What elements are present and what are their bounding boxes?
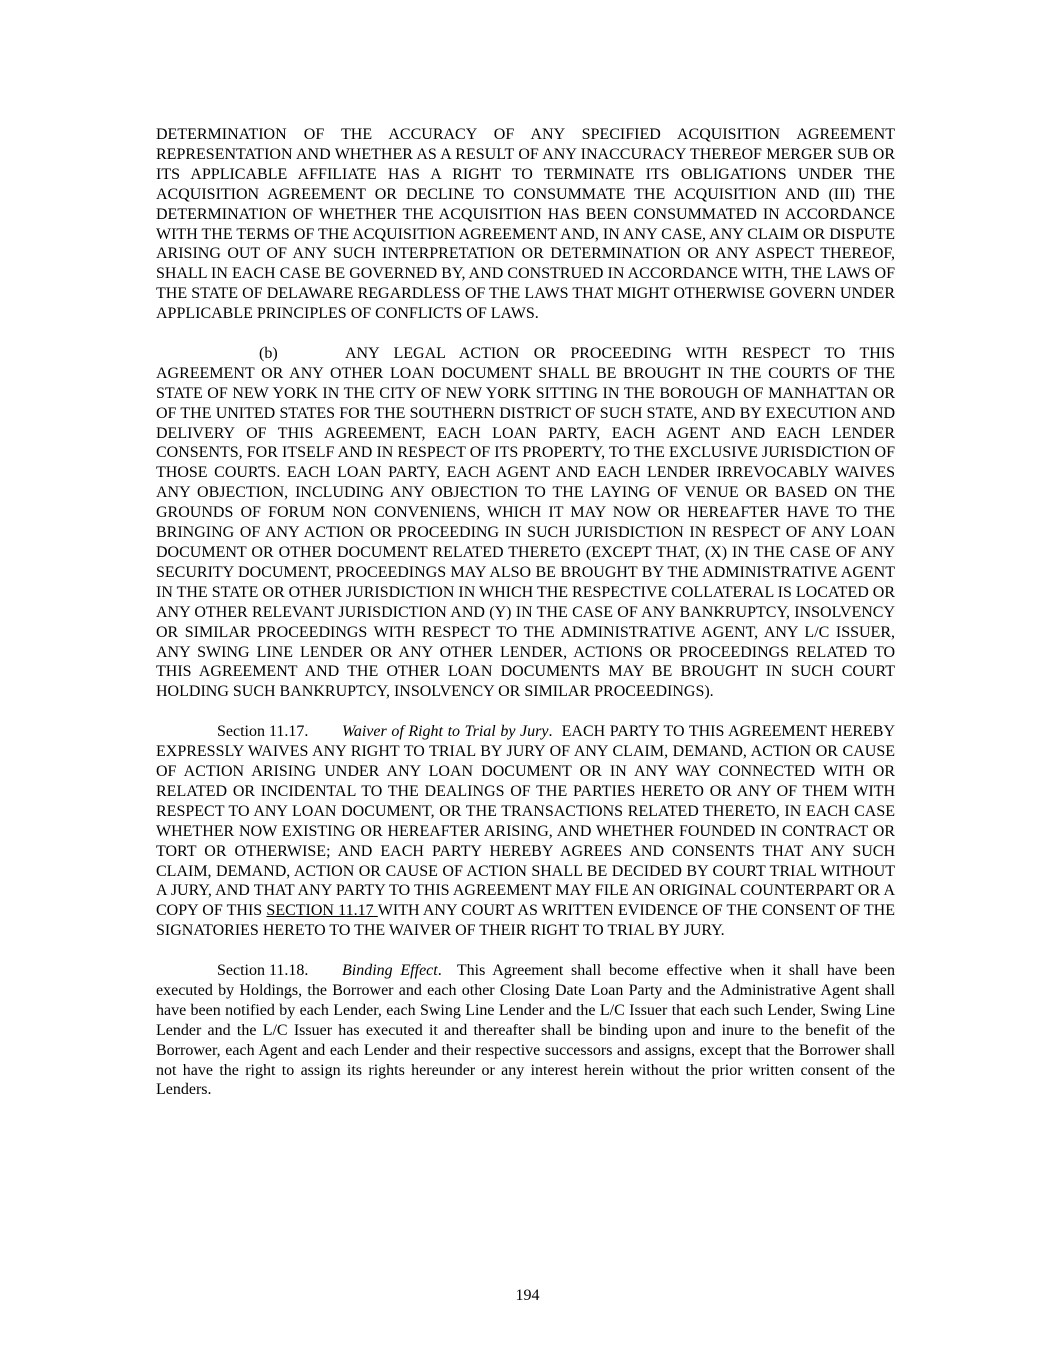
section-11-17-paragraph [156,722,895,941]
subsection-b-paragraph [156,344,895,702]
subsection-b-text: ANY LEGAL ACTION OR PROCEEDING WITH RESPECT TO THIS AGREEMENT OR ANY OTHER LOAN DOCUMENT SHALL BE BROUGHT IN THE COURTS OF THE STATE OF NEW YORK IN THE CITY OF NEW YORK SITTING IN THE BOROUGH OF MANHATTAN OR OF THE UNITED STATES FOR THE SOUTHERN DISTRICT OF SUCH STATE, AND BY EXECUTION AND DELIVERY OF THIS AGREEMENT, EACH LOAN PARTY, EACH AGENT AND EACH LENDER CONSENTS, FOR ITSELF AND IN RESPECT OF ITS PROPERTY, TO THE EXCLUSIVE JURISDICTION OF THOSE COURTS. EACH LOAN PARTY, EACH AGENT AND EACH LENDER IRREVOCABLY WAIVES ANY OBJECTION, INCLUDING ANY OBJECTION TO THE LAYING OF VENUE OR BASED ON THE GROUNDS OF FORUM NON CONVENIENS, WHICH IT MAY NOW OR HEREAFTER HAVE TO THE BRINGING OF ANY ACTION OR PROCEEDING IN SUCH JURISDICTION IN RESPECT OF ANY LOAN DOCUMENT OR OTHER DOCUMENT RELATED THERETO (EXCEPT THAT, (X) IN THE CASE OF ANY SECURITY DOCUMENT, PROCEEDINGS MAY ALSO BE BROUGHT BY THE ADMINISTRATIVE AGENT IN THE STATE OR OTHER JURISDICTION IN WHICH THE RESPECTIVE COLLATERAL IS LOCATED OR ANY OTHER RELEVANT JURISDICTION AND (Y) IN THE CASE OF ANY BANKRUPTCY, INSOLVENCY OR SIMILAR PROCEEDINGS WITH RESPECT TO THE ADMINISTRATIVE AGENT, ANY L/C ISSUER, ANY SWING LINE LENDER OR ANY OTHER LENDER, ACTIONS OR PROCEEDINGS RELATED TO THIS AGREEMENT AND THE OTHER LOAN DOCUMENTS MAY BE BROUGHT IN SUCH COURT HOLDING SUCH BANKRUPTCY, INSOLVENCY OR SIMILAR PROCEEDINGS). [156,344,895,701]
section-11-17-title-punct: . [548,723,553,741]
section-11-18-title: Binding Effect [342,962,438,980]
section-11-17-text-before-ref: EACH PARTY TO THIS AGREEMENT HEREBY EXPRESSLY WAIVES ANY RIGHT TO TRIAL BY JURY OF ANY CLAIM, DEMAND, ACTION OR CAUSE OF ACTION ARISING UNDER ANY LOAN DOCUMENT OR IN ANY WAY CONNECTED WITH OR RELATED OR INCIDENTAL TO THE DEALINGS OF THE PARTIES HERETO OR ANY OF THEM WITH RESPECT TO ANY LOAN DOCUMENT, OR THE TRANSACTIONS RELATED THERETO, IN EACH CASE WHETHER NOW EXISTING OR HEREAFTER ARISING, AND WHETHER FOUNDED IN CONTRACT OR TORT OR OTHERWISE; AND EACH PARTY HEREBY AGREES AND CONSENTS THAT ANY SUCH CLAIM, DEMAND, ACTION OR CAUSE OF ACTION SHALL BE DECIDED BY COURT TRIAL WITHOUT A JURY, AND THAT ANY PARTY TO THIS AGREEMENT MAY FILE AN ORIGINAL COUNTERPART OR A COPY OF THIS [156,723,896,920]
page-number: 194 [515,1287,540,1304]
section-11-17-text-after-ref: WITH ANY COURT AS WRITTEN EVIDENCE OF THE CONSENT OF THE SIGNATORIES HERETO TO THE WAIVER OF THEIR RIGHT TO TRIAL BY JURY. [156,902,896,940]
section-11-17-title: Waiver of Right to Trial by Jury [342,723,549,741]
section-11-17-number: Section 11.17. [217,723,309,741]
page-body [156,125,895,1120]
section-11-18-paragraph [156,961,895,1100]
section-11-18-number: Section 11.18. [217,962,309,980]
section-11-18-title-punct: . [437,962,442,980]
subsection-b-label: (b) [259,344,278,362]
section-11-17-cross-reference: SECTION 11.17 [266,902,374,920]
governing-law-continued-paragraph: DETERMINATION OF THE ACCURACY OF ANY SPECIFIED ACQUISITION AGREEMENT REPRESENTATION AND WHETHER AS A RESULT OF ANY INACCURACY THEREOF MERGER SUB OR ITS APPLICABLE AFFILIATE HAS A RIGHT TO TERMINATE ITS OBLIGATIONS UNDER THE ACQUISITION AGREEMENT OR DECLINE TO CONSUMMATE THE ACQUISITION AND (III) THE DETERMINATION OF WHETHER THE ACQUISITION HAS BEEN CONSUMMATED IN ACCORDANCE WITH THE TERMS OF THE ACQUISITION AGREEMENT AND, IN ANY CASE, ANY CLAIM OR DISPUTE ARISING OUT OF ANY SUCH INTERPRETATION OR DETERMINATION OR ANY ASPECT THEREOF, SHALL IN EACH CASE BE GOVERNED BY, AND CONSTRUED IN ACCORDANCE WITH, THE LAWS OF THE STATE OF DELAWARE REGARDLESS OF THE LAWS THAT MIGHT OTHERWISE GOVERN UNDER APPLICABLE PRINCIPLES OF CONFLICTS OF LAWS. [156,126,895,323]
section-11-18-text: This Agreement shall become effective when it shall have been executed by Holdings, the Borrower and each other Closing Date Loan Party and the Administrative Agent shall have been notified by each Lender, each Swing Line Lender and the L/C Issuer that each such Lender, Swing Line Lender and the L/C Issuer has executed it and thereafter shall be binding upon and inure to the benefit of the Borrower, each Agent and each Lender and their respective successors and assigns, except that the Borrower shall not have the right to assign its rights hereunder or any interest herein without the prior written consent of the Lenders. [156,962,895,1099]
